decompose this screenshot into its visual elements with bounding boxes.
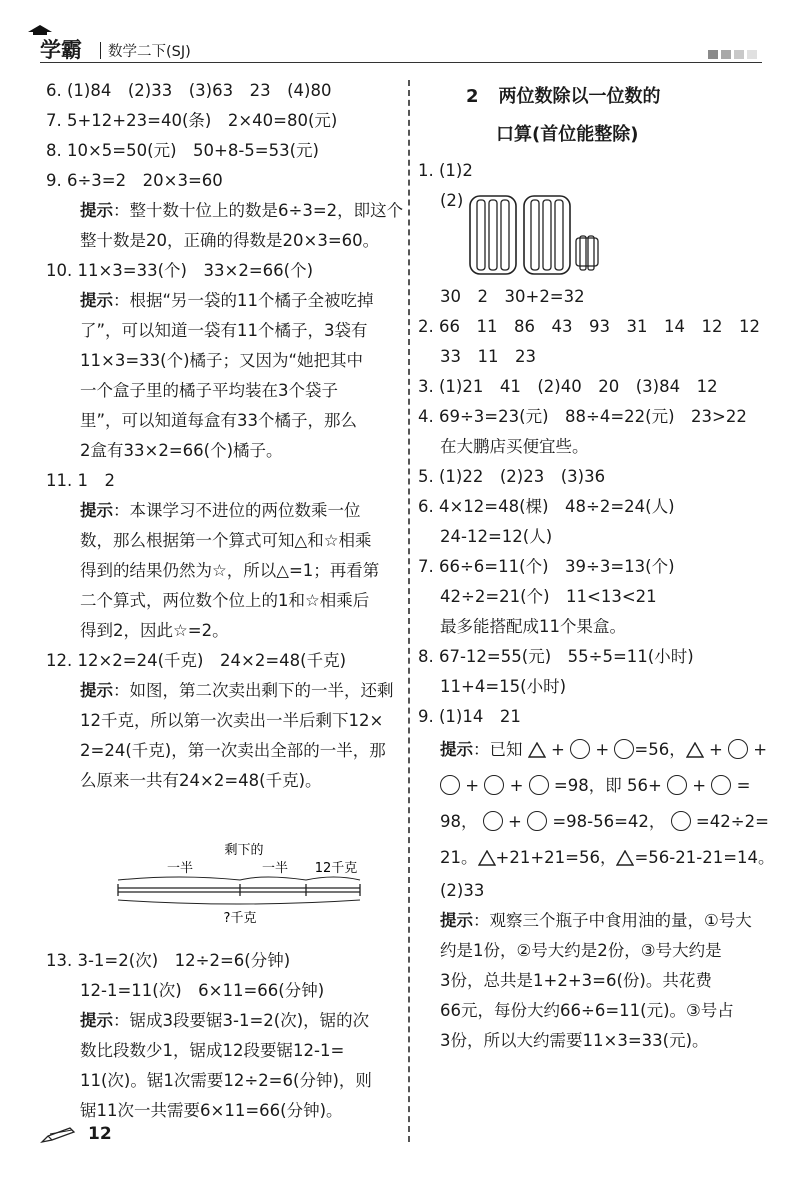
circle-icon (614, 739, 634, 759)
hint-label: 提示 (80, 501, 113, 520)
answer-line: 在大鹏店买便宜些。 (440, 437, 589, 456)
answer-11: 11. 1 2 (46, 471, 115, 490)
pencil-icon (40, 1126, 80, 1146)
answer-8: 8. 10×5=50(元) 50+8-5=53(元) (46, 141, 319, 160)
answer-1-result: 30 2 30+2=32 (440, 287, 585, 306)
answer-line: 12-1=11(次) 6×11=66(分钟) (80, 981, 325, 1000)
answer-line: 24-12=12(人) (440, 527, 553, 546)
hint-10: 提示：根据“另一袋的11个橘子全被吃掉 (80, 291, 374, 310)
page-number: 12 (88, 1124, 112, 1144)
book-title: 数学二下(SJ) (108, 44, 191, 60)
hint-11: 提示：本课学习不进位的两位数乘一位 (80, 501, 361, 520)
triangle-icon (686, 742, 704, 758)
hint-line: 二个算式，两位数个位上的1和☆相乘后 (80, 591, 370, 610)
answer-7: 7. 5+12+23=40(条) 2×40=80(元) (46, 111, 338, 130)
hint-label: 提示 (440, 911, 473, 930)
logo-text: 学霸 (40, 38, 82, 62)
answer-line: 42÷2=21(个) 11<13<21 (440, 587, 657, 606)
diagram-label-total: ?千克 (223, 911, 257, 926)
hint-line: 98， + =98-56=42， =42÷2= (440, 812, 769, 831)
triangle-icon (528, 742, 546, 758)
answer-10: 10. 11×3=33(个) 33×2=66(个) (46, 261, 314, 280)
hint-line: 3份，总共是1+2+3=6(份)。共花费 (440, 971, 712, 990)
header-separator (100, 42, 101, 59)
decor-square-icon (708, 50, 718, 59)
triangle-icon (478, 850, 496, 866)
circle-icon (529, 775, 549, 795)
hint-line: 2=24(千克)，第一次卖出全部的一半，那 (80, 741, 386, 760)
brace-top (118, 877, 360, 880)
circle-icon (728, 739, 748, 759)
answer-4: 4. 69÷3=23(元) 88÷4=22(元) 23>22 (418, 407, 747, 426)
logo (40, 34, 82, 64)
left-column (46, 76, 404, 1126)
column-divider (408, 80, 410, 1142)
circle-icon (711, 775, 731, 795)
section-title-line2: 口算(首位能整除) (496, 124, 639, 145)
circle-icon (440, 775, 460, 795)
answer-9: 9. (1)14 21 (418, 707, 521, 726)
hint-line: 一个盒子里的橘子平均装在3个袋子 (80, 381, 338, 400)
hint-label: 提示 (80, 201, 113, 220)
answer-line: 33 11 23 (440, 347, 536, 366)
hint-line: + + =98，即 56+ + = (418, 768, 778, 804)
hint-9-2: 提示：观察三个瓶子中食用油的量，①号大 (440, 911, 752, 930)
hint-9: 提示：已知 + + =56， + + (440, 740, 768, 759)
hint-line: 得到的结果仍然为☆，所以△=1；再看第 (80, 561, 380, 580)
header-rule (40, 62, 762, 63)
hint-label: 提示 (80, 291, 113, 310)
circle-icon (570, 739, 590, 759)
decor-square-icon (721, 50, 731, 59)
hint-label: 提示 (80, 681, 113, 700)
hint-line: 3份，所以大约需要11×3=33(元)。 (440, 1031, 709, 1050)
hint-9: 提示：整十数十位上的数是6÷3=2，即这个 (80, 201, 404, 220)
hint-line: 21。 +21+21=56， =56-21-21=14。 (440, 848, 775, 867)
diagram-label-half: 一半 (261, 861, 289, 876)
circle-icon (484, 775, 504, 795)
hint-label: 提示 (440, 740, 473, 759)
decor-square-icon (747, 50, 757, 59)
answer-7: 7. 66÷6=11(个) 39÷3=13(个) (418, 557, 675, 576)
right-column (418, 156, 778, 1056)
answer-9: 9. 6÷3=2 20×3=60 (46, 171, 223, 190)
section-title-line1: 两位数除以一位数的 (498, 86, 661, 107)
answer-line: 最多能搭配成11个果盒。 (440, 617, 626, 636)
answer-13: 13. 3-1=2(次) 12÷2=6(分钟) (46, 951, 291, 970)
answer-1-part2: (2) (440, 191, 464, 210)
diagram-label-12kg: 12千克 (314, 861, 358, 876)
circle-icon (671, 811, 691, 831)
triangle-icon (616, 850, 634, 866)
page-header (40, 38, 762, 64)
answer-8: 8. 67-12=55(元) 55÷5=11(小时) (418, 647, 694, 666)
circle-icon (667, 775, 687, 795)
hint-label: 提示 (80, 1011, 113, 1030)
counting-sticks-figure (468, 188, 604, 288)
hint-line: 数比段数少1，锯成12段要锯12-1= (80, 1041, 345, 1060)
answer-6: 6. (1)84 (2)33 (3)63 23 (4)80 (46, 81, 332, 100)
circle-icon (527, 811, 547, 831)
decor-square-icon (734, 50, 744, 59)
hint-line: 66元，每份大约66÷6=11(元)。③号占 (440, 1001, 734, 1020)
circle-icon (483, 811, 503, 831)
section-number: 2 (466, 86, 479, 107)
hint-line: 约是1份，②号大约是2份，③号大约是 (440, 941, 722, 960)
hint-line: 了”，可以知道一袋有11个橘子，3袋有 (80, 321, 368, 340)
hint-line: 么原来一共有24×2=48(千克)。 (80, 771, 322, 790)
hint-line: 12千克，所以第一次卖出一半后剩下12× (80, 711, 384, 730)
answer-5: 5. (1)22 (2)23 (3)36 (418, 467, 606, 486)
hint-line: 数，那么根据第一个算式可知△和☆相乘 (80, 531, 372, 550)
hint-line: 整十数是20，正确的得数是20×3=60。 (80, 231, 380, 250)
page-footer (40, 1122, 240, 1152)
segment-diagram (114, 838, 364, 928)
answer-line: 11+4=15(小时) (440, 677, 567, 696)
brace-bottom (118, 900, 360, 904)
hint-line: 里”，可以知道每盒有33个橘子，那么 (80, 411, 358, 430)
hint-line: 锯11次一共需要6×11=66(分钟)。 (80, 1101, 343, 1120)
hint-line: 2盒有33×2=66(个)橘子。 (80, 441, 283, 460)
answer-1: 1. (1)2 (418, 161, 473, 180)
hint-12: 提示：如图，第二次卖出剩下的一半，还剩 (80, 681, 394, 700)
answer-9-part2: (2)33 (440, 881, 485, 900)
answer-3: 3. (1)21 41 (2)40 20 (3)84 12 (418, 377, 718, 396)
section-title (466, 82, 661, 108)
hint-line: 得到2，因此☆=2。 (80, 621, 229, 640)
diagram-label-half: 一半 (166, 861, 194, 876)
hint-13: 提示：锯成3段要锯3-1=2(次)，锯的次 (80, 1011, 370, 1030)
answer-2: 2. 66 11 86 43 93 31 14 12 12 (418, 317, 760, 336)
hint-line: 11×3=33(个)橘子；又因为“她把其中 (80, 351, 364, 370)
answer-12: 12. 12×2=24(千克) 24×2=48(千克) (46, 651, 347, 670)
diagram-label-remaining: 剩下的 (224, 843, 264, 858)
hint-line: 11(次)。锯1次需要12÷2=6(分钟)，则 (80, 1071, 372, 1090)
answer-6: 6. 4×12=48(棵) 48÷2=24(人) (418, 497, 675, 516)
